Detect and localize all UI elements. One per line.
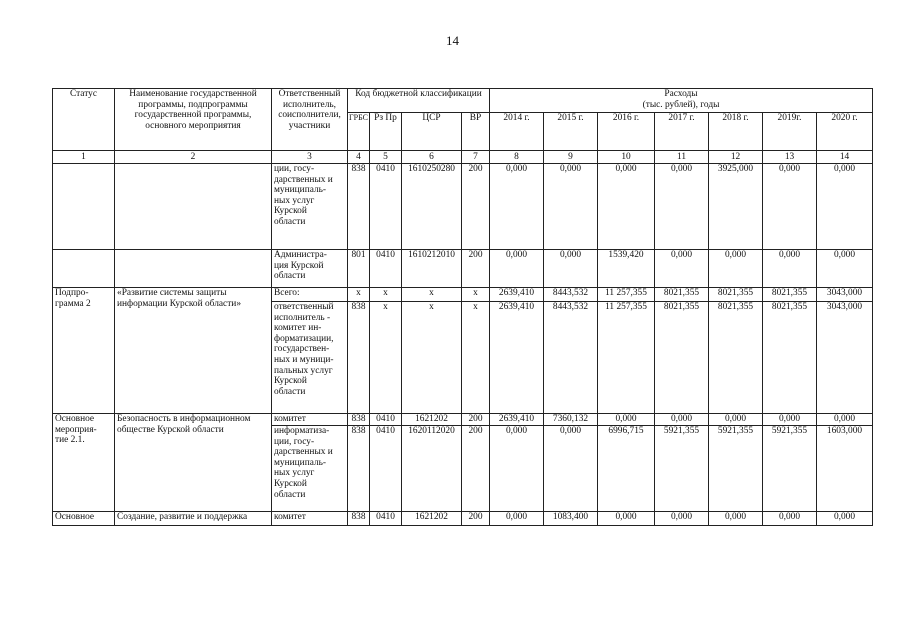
value-cell: 3043,000 xyxy=(817,302,873,414)
value-cell: 5921,355 xyxy=(763,426,817,512)
value-cell: 0,000 xyxy=(598,512,655,526)
value-cell: 2639,410 xyxy=(490,288,544,302)
page-number: 14 xyxy=(446,33,459,48)
value-cell: 0,000 xyxy=(598,164,655,250)
value-cell: 0,000 xyxy=(544,250,598,288)
status-cell: Основное xyxy=(53,512,115,526)
responsible-cell: комитет xyxy=(272,512,348,526)
value-cell: 1603,000 xyxy=(817,426,873,512)
value-cell: 0,000 xyxy=(709,414,763,426)
value-cell: 8443,532 xyxy=(544,288,598,302)
budget-table xyxy=(52,88,873,526)
csr-cell: 1621202 xyxy=(402,512,462,526)
value-cell: 0,000 xyxy=(490,512,544,526)
status-cell: Основное мероприя- тие 2.1. xyxy=(53,414,115,512)
column-number: 13 xyxy=(763,151,817,164)
rzpr-cell: 0410 xyxy=(370,250,402,288)
rzpr-cell: 0410 xyxy=(370,426,402,512)
csr-cell: 1621202 xyxy=(402,414,462,426)
value-cell: 11 257,355 xyxy=(598,302,655,414)
value-cell: 5921,355 xyxy=(655,426,709,512)
value-cell: 0,000 xyxy=(490,164,544,250)
status-cell xyxy=(53,250,115,288)
value-cell: 1539,420 xyxy=(598,250,655,288)
rzpr-cell: x xyxy=(370,302,402,414)
value-cell: 0,000 xyxy=(544,426,598,512)
value-cell: 0,000 xyxy=(763,164,817,250)
value-cell: 0,000 xyxy=(817,512,873,526)
table-row xyxy=(53,164,873,250)
value-cell: 3043,000 xyxy=(817,288,873,302)
name-cell: «Развитие системы защиты информации Курской области» xyxy=(115,288,272,414)
column-number: 3 xyxy=(272,151,348,164)
grbs-cell: 838 xyxy=(348,426,370,512)
value-cell: 0,000 xyxy=(655,250,709,288)
responsible-cell: ответственный исполнитель - комитет ин- форматизации, государствен- ных и муници- пальных услуг Курской области xyxy=(272,302,348,414)
vr-cell: 200 xyxy=(462,512,490,526)
responsible-cell: комитет xyxy=(272,414,348,426)
header-year: 2016 г. xyxy=(598,113,655,151)
rzpr-cell: 0410 xyxy=(370,512,402,526)
grbs-cell: 838 xyxy=(348,164,370,250)
vr-cell: 200 xyxy=(462,426,490,512)
responsible-cell: Администра- ция Курской области xyxy=(272,250,348,288)
value-cell: 0,000 xyxy=(598,414,655,426)
header-responsible: Ответственный исполнитель, соисполнители, участники xyxy=(272,89,348,151)
header-grbs: ГРБС xyxy=(348,113,370,151)
column-number: 12 xyxy=(709,151,763,164)
csr-cell: 1610250280 xyxy=(402,164,462,250)
csr-cell: 1620112020 xyxy=(402,426,462,512)
header-year: 2017 г. xyxy=(655,113,709,151)
name-cell: Создание, развитие и поддержка xyxy=(115,512,272,526)
value-cell: 1083,400 xyxy=(544,512,598,526)
value-cell: 6996,715 xyxy=(598,426,655,512)
column-number: 7 xyxy=(462,151,490,164)
header-year: 2020 г. xyxy=(817,113,873,151)
csr-cell: x xyxy=(402,288,462,302)
value-cell: 0,000 xyxy=(490,250,544,288)
vr-cell: 200 xyxy=(462,164,490,250)
table-row xyxy=(53,512,873,526)
csr-cell: x xyxy=(402,302,462,414)
header-year: 2019г. xyxy=(763,113,817,151)
header-csr: ЦСР xyxy=(402,113,462,151)
header-year: 2015 г. xyxy=(544,113,598,151)
header-year: 2018 г. xyxy=(709,113,763,151)
table-row xyxy=(53,288,873,302)
table-row xyxy=(53,414,873,426)
header-year: 2014 г. xyxy=(490,113,544,151)
responsible-cell: информатиза- ции, госу- дарственных и муниципаль- ных услуг Курской области xyxy=(272,426,348,512)
value-cell: 0,000 xyxy=(763,250,817,288)
value-cell: 2639,410 xyxy=(490,414,544,426)
vr-cell: 200 xyxy=(462,250,490,288)
value-cell: 0,000 xyxy=(763,512,817,526)
grbs-cell: 838 xyxy=(348,512,370,526)
grbs-cell: 838 xyxy=(348,302,370,414)
responsible-cell: Всего: xyxy=(272,288,348,302)
column-number: 1 xyxy=(53,151,115,164)
value-cell: 11 257,355 xyxy=(598,288,655,302)
value-cell: 8021,355 xyxy=(763,302,817,414)
column-number: 11 xyxy=(655,151,709,164)
value-cell: 3925,000 xyxy=(709,164,763,250)
value-cell: 0,000 xyxy=(817,164,873,250)
rzpr-cell: x xyxy=(370,288,402,302)
value-cell: 0,000 xyxy=(655,164,709,250)
column-number: 8 xyxy=(490,151,544,164)
header-expenses: Расходы (тыс. рублей), годы xyxy=(490,89,873,113)
header-status: Статус xyxy=(53,89,115,151)
value-cell: 0,000 xyxy=(763,414,817,426)
name-cell xyxy=(115,250,272,288)
vr-cell: x xyxy=(462,288,490,302)
vr-cell: x xyxy=(462,302,490,414)
grbs-cell: 838 xyxy=(348,414,370,426)
value-cell: 2639,410 xyxy=(490,302,544,414)
value-cell: 7360,132 xyxy=(544,414,598,426)
rzpr-cell: 0410 xyxy=(370,164,402,250)
vr-cell: 200 xyxy=(462,414,490,426)
csr-cell: 1610212010 xyxy=(402,250,462,288)
column-number: 2 xyxy=(115,151,272,164)
value-cell: 0,000 xyxy=(817,414,873,426)
header-rzpr: Рз Пр xyxy=(370,113,402,151)
column-number: 6 xyxy=(402,151,462,164)
column-number: 9 xyxy=(544,151,598,164)
value-cell: 0,000 xyxy=(655,414,709,426)
status-cell: Подпро- грамма 2 xyxy=(53,288,115,414)
value-cell: 8021,355 xyxy=(763,288,817,302)
column-number: 5 xyxy=(370,151,402,164)
name-cell xyxy=(115,164,272,250)
name-cell: Безопасность в информационном обществе Курской области xyxy=(115,414,272,512)
value-cell: 8021,355 xyxy=(709,288,763,302)
grbs-cell: 801 xyxy=(348,250,370,288)
table-row xyxy=(53,250,873,288)
column-number-row xyxy=(53,151,873,164)
value-cell: 8021,355 xyxy=(655,302,709,414)
header-vr: ВР xyxy=(462,113,490,151)
column-number: 14 xyxy=(817,151,873,164)
column-number: 10 xyxy=(598,151,655,164)
responsible-cell: ции, госу- дарственных и муниципаль- ных услуг Курской области xyxy=(272,164,348,250)
value-cell: 0,000 xyxy=(490,426,544,512)
rzpr-cell: 0410 xyxy=(370,414,402,426)
value-cell: 0,000 xyxy=(709,512,763,526)
header-budget-code: Код бюджетной классификации xyxy=(348,89,490,113)
value-cell: 0,000 xyxy=(655,512,709,526)
value-cell: 5921,355 xyxy=(709,426,763,512)
value-cell: 8021,355 xyxy=(655,288,709,302)
column-number: 4 xyxy=(348,151,370,164)
value-cell: 0,000 xyxy=(544,164,598,250)
value-cell: 8021,355 xyxy=(709,302,763,414)
header-name: Наименование государственной программы, подпрограммы государственной программы, основного мероприятия xyxy=(115,89,272,151)
grbs-cell: x xyxy=(348,288,370,302)
value-cell: 0,000 xyxy=(709,250,763,288)
value-cell: 8443,532 xyxy=(544,302,598,414)
status-cell xyxy=(53,164,115,250)
value-cell: 0,000 xyxy=(817,250,873,288)
